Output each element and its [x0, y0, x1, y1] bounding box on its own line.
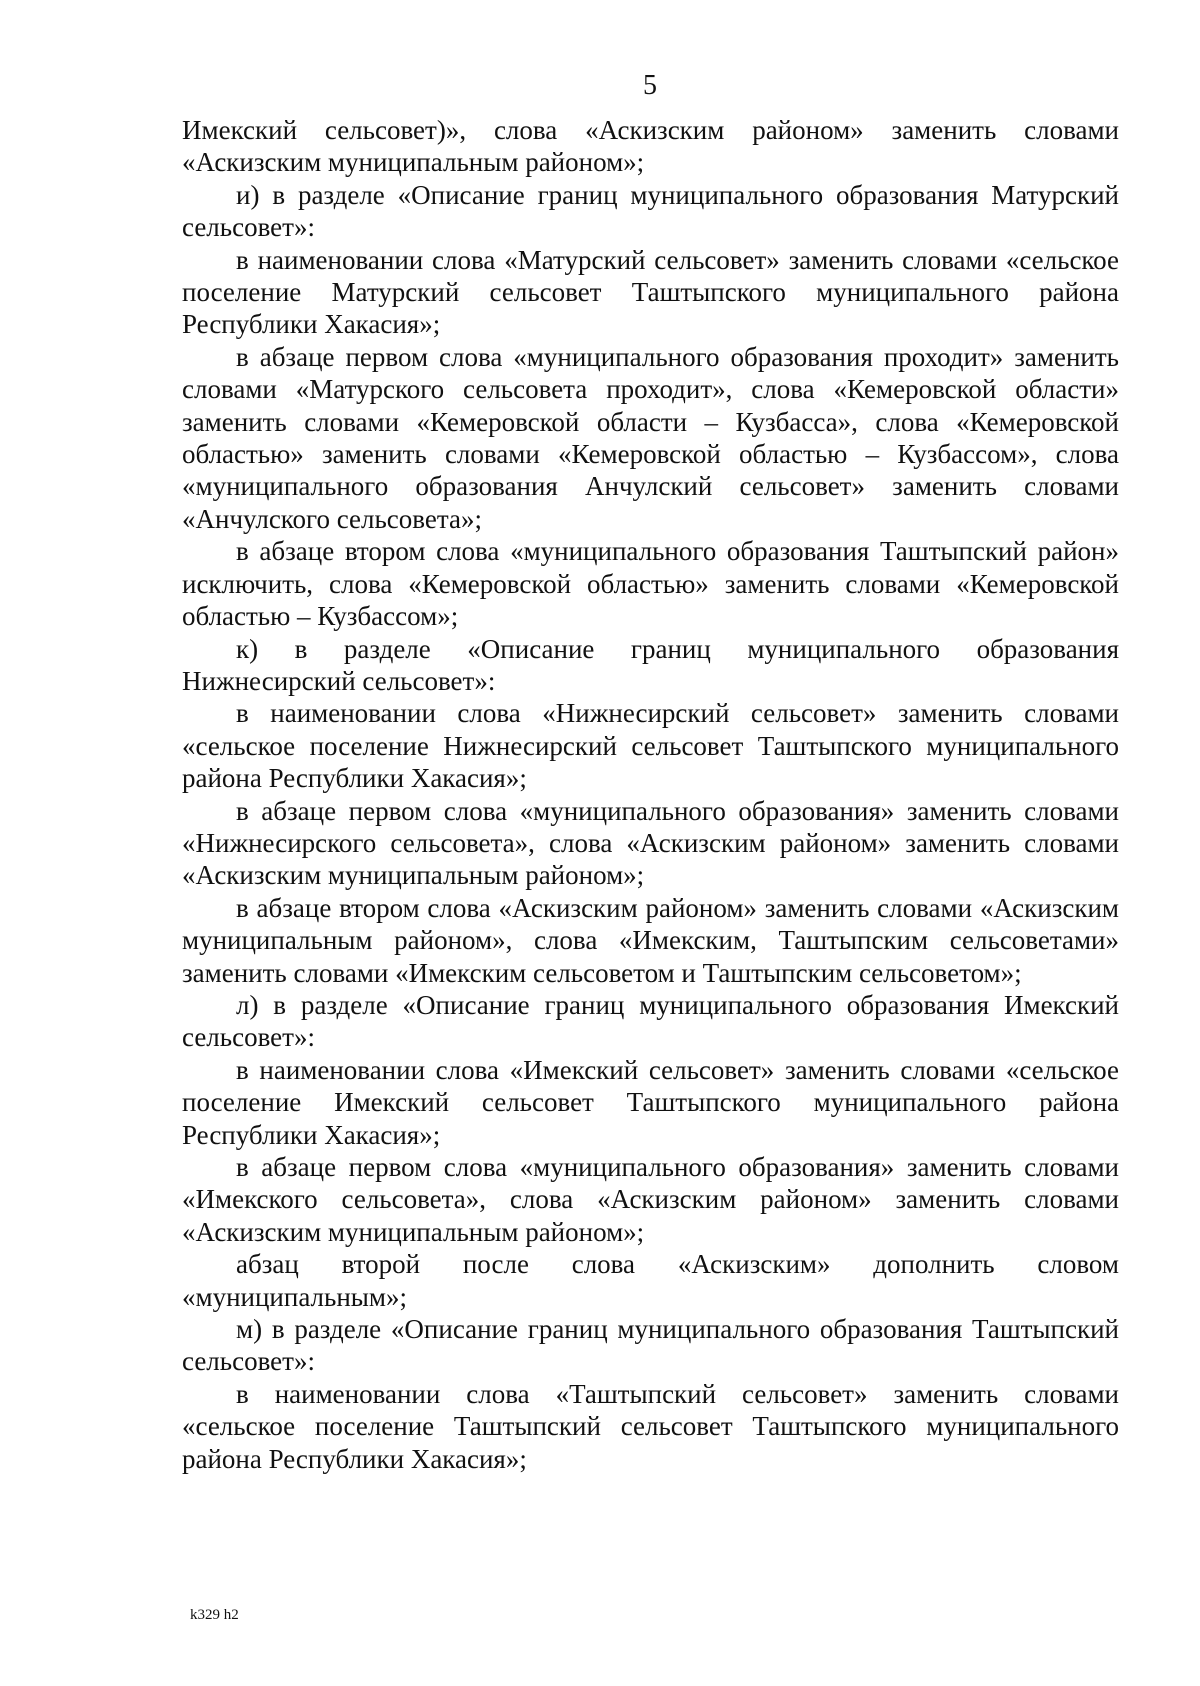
paragraph: к) в разделе «Описание границ муниципального образования Нижнесирский сельсовет»: [182, 633, 1119, 696]
paragraph: и) в разделе «Описание границ муниципального образования Матурский сельсовет»: [182, 179, 1119, 243]
paragraph: в наименовании слова «Имекский сельсовет» заменить словами «сельское поселение Имекский сельсовет Таштыпского муниципального района Республики Хакасия»; [182, 1054, 1119, 1150]
paragraph: в наименовании слова «Матурский сельсовет» заменить словами «сельское поселение Матурский сельсовет Таштыпского муниципального района Республики Хакасия»; [182, 244, 1119, 340]
paragraph-continuation: Имекский сельсовет)», слова «Аскизским районом» заменить словами «Аскизским муниципальным районом»; [182, 115, 1119, 178]
page-number: 5 [643, 70, 657, 101]
paragraph: в абзаце первом слова «муниципального образования» заменить словами «Имекского сельсовета», слова «Аскизским районом» заменить словами «Аскизским муниципальным районом»; [182, 1152, 1119, 1247]
paragraph: в абзаце втором слова «муниципального образования Таштыпский район» исключить, слова «Кемеровской областью» заменить словами «Кемеровской областью – Кузбассом»; [182, 536, 1119, 632]
paragraph: в абзаце втором слова «Аскизским районом» заменить словами «Аскизским муниципальным районом», слова «Имекским, Таштыпским сельсоветами» заменить словами «Имекским сельсоветом и Таштыпским сельсоветом»; [182, 892, 1119, 988]
paragraph: в абзаце первом слова «муниципального образования проходит» заменить словами «Матурского сельсовета проходит», слова «Кемеровской области» заменить словами «Кемеровской области – Кузбасса», слова «Кемеровской областью» заменить словами «Кемеровской областью – Кузбассом», слова «муниципального образования Анчулский сельсовет» заменить словами «Анчулского сельсовета»; [182, 341, 1119, 534]
paragraph: л) в разделе «Описание границ муниципального образования Имекский сельсовет»: [182, 989, 1119, 1053]
paragraph: м) в разделе «Описание границ муниципального образования Таштыпский сельсовет»: [182, 1314, 1119, 1377]
paragraph: абзац второй после слова «Аскизским» дополнить словом «муниципальным»; [182, 1249, 1119, 1312]
paragraph: в наименовании слова «Таштыпский сельсовет» заменить словами «сельское поселение Таштыпский сельсовет Таштыпского муниципального района Республики Хакасия»; [182, 1378, 1119, 1474]
paragraph: в абзаце первом слова «муниципального образования» заменить словами «Нижнесирского сельсовета», слова «Аскизским районом» заменить словами «Аскизским муниципальным районом»; [182, 795, 1119, 891]
paragraph: в наименовании слова «Нижнесирский сельсовет» заменить словами «сельское поселение Нижнесирский сельсовет Таштыпского муниципального района Республики Хакасия»; [182, 698, 1119, 794]
document-body [182, 114, 1119, 1475]
footer-document-code: k329 h2 [190, 1607, 239, 1623]
